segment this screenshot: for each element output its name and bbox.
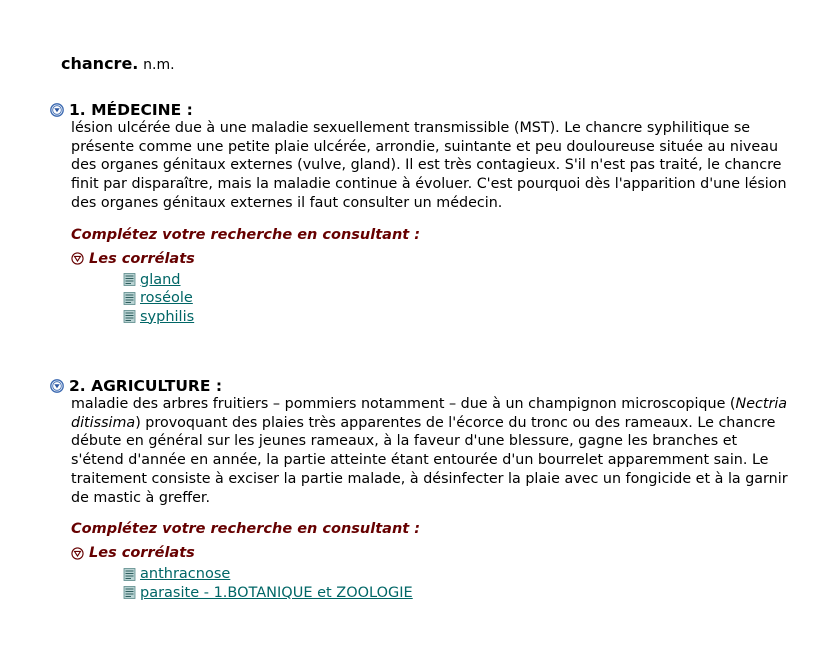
- list-item: [123, 271, 790, 290]
- chevron-down-circle-icon[interactable]: [50, 379, 64, 393]
- correlats-title: Les corrélats: [89, 250, 195, 267]
- definition-text: lésion ulcérée due à une maladie sexuellement transmissible (MST). Le chancre syphilitique se présente comme une petite plaie ulcérée, arrondie, suintante et peu douloureuse située au niveau des organes génitaux externes (vulve, gland). Il est très contagieux. S'il n'est pas traité, le chancre finit par disparaître, mais la maladie continue à évoluer. C'est pourquoi dès l'apparition d'une lésion des organes génitaux externes il faut consulter un médecin.: [71, 120, 787, 211]
- section-medecine: [50, 100, 790, 326]
- list-item: [123, 565, 790, 584]
- section-title-text: 2. AGRICULTURE :: [69, 377, 223, 395]
- link-syphilis[interactable]: syphilis: [140, 308, 195, 325]
- see-also-heading: Complétez votre recherche en consultant :: [71, 226, 421, 243]
- section-title-text: 1. MÉDECINE :: [69, 101, 193, 119]
- correlats-toggle[interactable]: [71, 543, 790, 563]
- chevron-down-circle-icon[interactable]: [71, 252, 84, 265]
- document-icon: [123, 568, 136, 581]
- list-item: [123, 289, 790, 308]
- section-agriculture: [50, 376, 790, 602]
- section-title[interactable]: [50, 376, 790, 396]
- chevron-down-circle-icon[interactable]: [50, 103, 64, 117]
- correlats-toggle[interactable]: [71, 249, 790, 269]
- see-also-heading: Complétez votre recherche en consultant :: [71, 521, 421, 538]
- link-parasite[interactable]: parasite - 1.BOTANIQUE et ZOOLOGIE: [140, 584, 413, 601]
- correlats-title: Les corrélats: [89, 545, 195, 562]
- link-gland[interactable]: gland: [140, 271, 181, 288]
- document-icon: [123, 586, 136, 599]
- section-title[interactable]: [50, 100, 790, 120]
- correlats-list: [123, 271, 790, 327]
- taxon-name: Nectria ditissima: [71, 396, 788, 431]
- document-icon: [123, 292, 136, 305]
- grammar-label: n.m.: [143, 57, 175, 73]
- definition-text-part: ) provoquant des plaies très apparentes de l'écorce du tronc ou des rameaux. Le chancre débute en général sur les jeunes rameaux, à la faveur d'une blessure, gagne les branches et s'étend d'année en année, la partie atteinte étant entourée d'un bourrelet apparemment sain. Le traitement consiste à exciser la partie malade, à désinfecter la plaie avec un fongicide et à la garnir de mastic à greffer.: [71, 414, 788, 506]
- chevron-down-circle-icon[interactable]: [71, 547, 84, 560]
- document-icon: [123, 273, 136, 286]
- headword: chancre.: [61, 54, 139, 73]
- list-item: [123, 584, 790, 603]
- correlats-list: [123, 565, 790, 602]
- link-roseole[interactable]: roséole: [140, 290, 193, 307]
- definition-text-part: maladie des arbres fruitiers – pommiers notamment – due à un champignon microscopique (: [71, 396, 736, 412]
- entry-header: [61, 54, 175, 75]
- definition-text: [71, 395, 790, 507]
- list-item: [123, 308, 790, 327]
- link-anthracnose[interactable]: anthracnose: [140, 566, 231, 583]
- document-icon: [123, 310, 136, 323]
